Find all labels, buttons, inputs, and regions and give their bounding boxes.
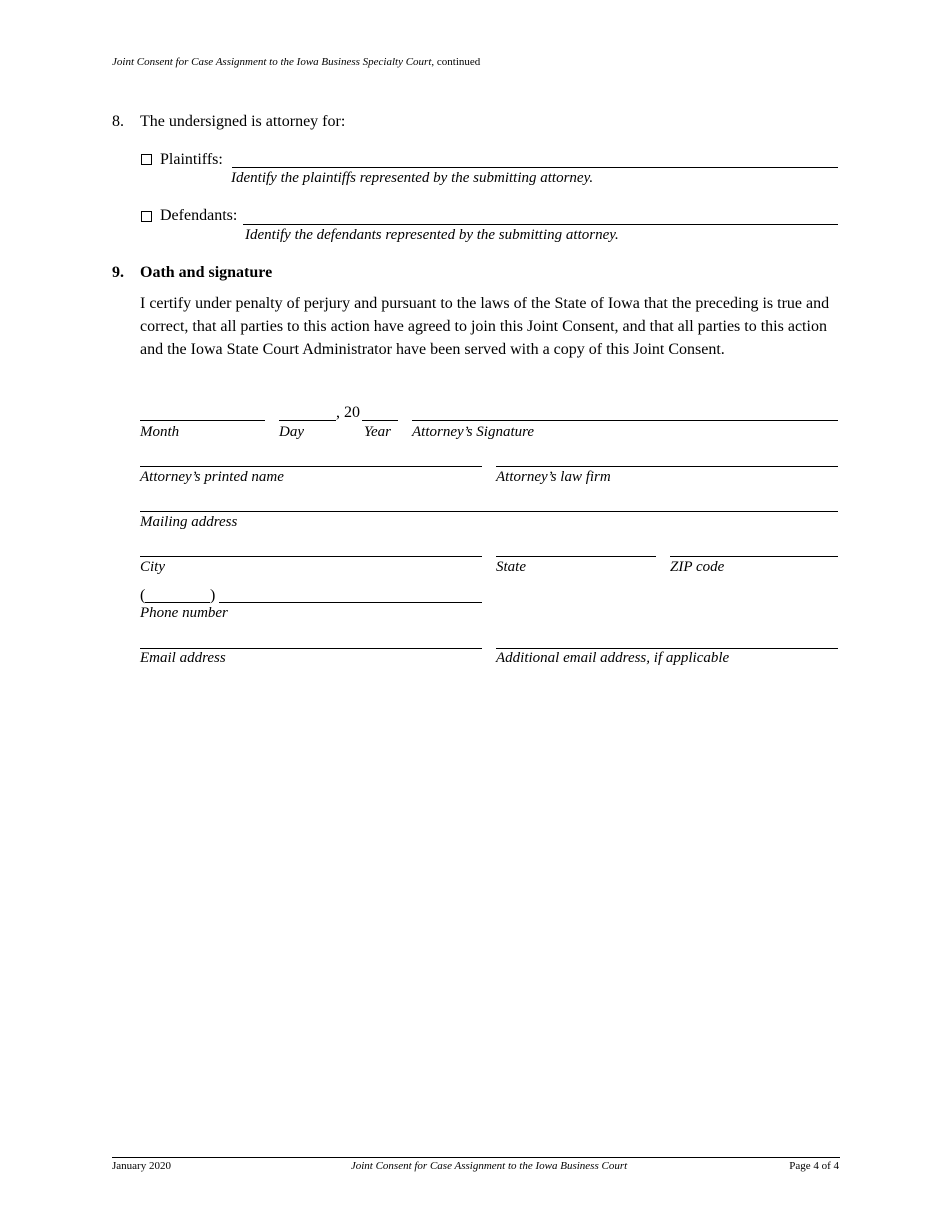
footer-date: January 2020 [112,1160,171,1172]
signature-field[interactable] [412,420,838,421]
running-header [112,56,480,68]
year-field[interactable] [362,420,398,421]
plaintiffs-field[interactable] [232,167,838,168]
area-code-field[interactable] [145,602,210,603]
mailing-address-label: Mailing address [140,514,238,530]
day-label: Day [279,424,304,440]
signature-label: Attorney’s Signature [412,424,535,440]
defendants-hint: Identify the defendants represented by the submitting attorney. [245,227,619,243]
comma-twenty: , 20 [336,404,360,421]
law-firm-field[interactable] [496,466,838,467]
header-suffix: , continued [431,56,481,68]
phone-paren-close: ) [210,587,216,604]
plaintiffs-hint: Identify the plaintiffs represented by the submitting attorney. [231,170,594,186]
state-field[interactable] [496,556,656,557]
zip-label: ZIP code [670,559,725,575]
section-9-heading: Oath and signature [140,264,273,281]
defendants-field[interactable] [243,224,838,225]
header-title: Joint Consent for Case Assignment to the Iowa Business Specialty Court [112,56,432,68]
phone-paren-open: ( [140,587,146,604]
state-label: State [496,559,526,575]
email-field[interactable] [140,648,482,649]
plaintiffs-label: Plaintiffs: [160,151,223,168]
footer-page: Page 4 of 4 [789,1160,839,1172]
plaintiffs-checkbox[interactable] [141,154,152,165]
additional-email-label: Additional email address, if applicable [496,650,730,666]
footer-rule [112,1157,840,1158]
month-label: Month [140,424,180,440]
footer-title: Joint Consent for Case Assignment to the Iowa Business Court [350,1160,628,1172]
additional-email-field[interactable] [496,648,838,649]
defendants-checkbox[interactable] [141,211,152,222]
section-8-heading: The undersigned is attorney for: [140,113,346,130]
phone-field[interactable] [219,602,482,603]
section-8-number: 8. [112,113,124,130]
printed-name-label: Attorney’s printed name [140,469,284,485]
oath-paragraph: I certify under penalty of perjury and pursuant to the laws of the State of Iowa that the preceding is true and correct, that all parties to this action have agreed to join this Joint Consent, and that all parties to this action and the Iowa State Court Administrator have been served with a copy of this Joint Consent. [140,295,830,358]
mailing-address-field[interactable] [140,511,838,512]
city-label: City [140,559,165,575]
zip-field[interactable] [670,556,838,557]
day-field[interactable] [279,420,336,421]
defendants-label: Defendants: [160,207,238,224]
month-field[interactable] [140,420,265,421]
year-label: Year [364,424,391,440]
phone-label: Phone number [140,605,228,621]
email-label: Email address [140,650,226,666]
printed-name-field[interactable] [140,466,482,467]
section-9-number: 9. [112,264,124,281]
city-field[interactable] [140,556,482,557]
law-firm-label: Attorney’s law firm [496,469,611,485]
